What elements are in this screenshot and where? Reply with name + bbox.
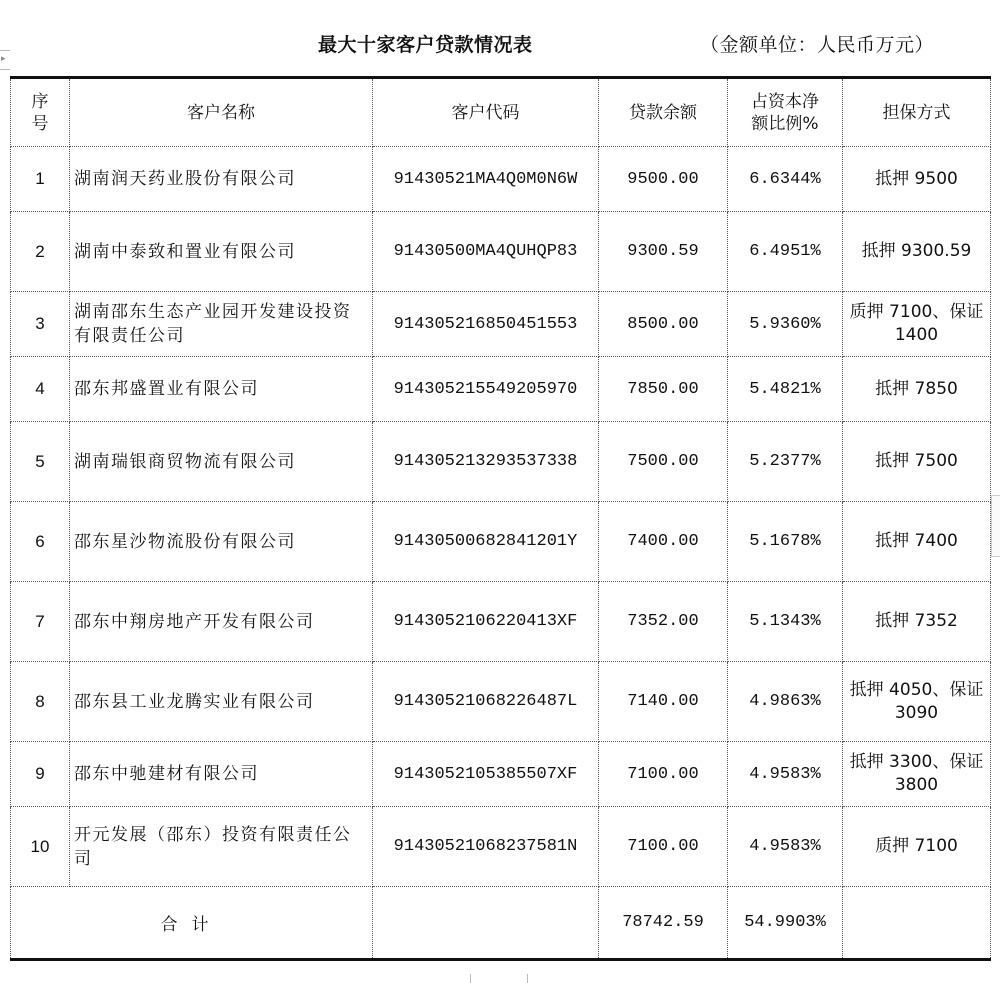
cell-no: 7	[11, 582, 70, 662]
table-row	[11, 662, 991, 742]
cell-name: 邵东邦盛置业有限公司	[70, 357, 373, 422]
header-code: 客户代码	[373, 78, 599, 147]
cell-no: 4	[11, 357, 70, 422]
page-title: 最大十家客户贷款情况表	[318, 34, 533, 56]
table-row	[11, 147, 991, 212]
header-balance: 贷款余额	[599, 78, 728, 147]
title-row	[0, 22, 1000, 62]
arrow-right-icon: ▸	[1, 54, 6, 64]
cell-ratio: 5.4821%	[728, 357, 843, 422]
cell-balance: 7500.00	[599, 422, 728, 502]
cell-balance: 9300.59	[599, 212, 728, 292]
cell-code: 9143052106220413XF	[373, 582, 599, 662]
cell-balance: 7352.00	[599, 582, 728, 662]
cell-guarantee: 抵押 7352	[843, 582, 991, 662]
cell-code: 91430521068226487L	[373, 662, 599, 742]
cell-name: 邵东星沙物流股份有限公司	[70, 502, 373, 582]
cell-guarantee: 质押 7100	[843, 807, 991, 887]
cell-ratio: 4.9583%	[728, 742, 843, 807]
cell-name: 开元发展（邵东）投资有限责任公司	[70, 807, 373, 887]
cell-ratio: 5.1678%	[728, 502, 843, 582]
header-no: 序号	[11, 78, 70, 147]
cell-guarantee: 质押 7100、保证 1400	[843, 292, 991, 357]
cell-ratio: 5.9360%	[728, 292, 843, 357]
table-row	[11, 357, 991, 422]
cell-guarantee: 抵押 7850	[843, 357, 991, 422]
total-ratio: 54.9903%	[728, 887, 843, 960]
cell-name: 邵东中翔房地产开发有限公司	[70, 582, 373, 662]
cell-ratio: 4.9583%	[728, 807, 843, 887]
cell-name: 湖南中泰致和置业有限公司	[70, 212, 373, 292]
total-balance: 78742.59	[599, 887, 728, 960]
cell-balance: 9500.00	[599, 147, 728, 212]
cell-code: 91430500682841201Y	[373, 502, 599, 582]
cell-balance: 7100.00	[599, 807, 728, 887]
table-row	[11, 742, 991, 807]
cell-name: 邵东县工业龙腾实业有限公司	[70, 662, 373, 742]
table-header-row	[11, 78, 991, 147]
cell-balance: 7140.00	[599, 662, 728, 742]
cell-name: 湖南润天药业股份有限公司	[70, 147, 373, 212]
total-guarantee-empty	[843, 887, 991, 960]
cell-code: 914305216850451553	[373, 292, 599, 357]
cell-guarantee: 抵押 9300.59	[843, 212, 991, 292]
cell-no: 9	[11, 742, 70, 807]
table-row	[11, 422, 991, 502]
cell-balance: 7100.00	[599, 742, 728, 807]
header-name: 客户名称	[70, 78, 373, 147]
cell-guarantee: 抵押 4050、保证 3090	[843, 662, 991, 742]
cell-balance: 7400.00	[599, 502, 728, 582]
cell-no: 10	[11, 807, 70, 887]
total-code-empty	[373, 887, 599, 960]
cell-name: 湖南瑞银商贸物流有限公司	[70, 422, 373, 502]
cell-no: 2	[11, 212, 70, 292]
cell-name: 邵东中驰建材有限公司	[70, 742, 373, 807]
cell-guarantee: 抵押 3300、保证 3800	[843, 742, 991, 807]
cell-balance: 8500.00	[599, 292, 728, 357]
cell-name: 湖南邵东生态产业园开发建设投资有限责任公司	[70, 292, 373, 357]
total-label: 合计	[11, 887, 373, 960]
cell-no: 6	[11, 502, 70, 582]
loan-table	[10, 76, 991, 961]
cell-no: 8	[11, 662, 70, 742]
table-row	[11, 502, 991, 582]
horizontal-scrollbar[interactable]	[470, 974, 528, 983]
header-guarantee: 担保方式	[843, 78, 991, 147]
cell-no: 1	[11, 147, 70, 212]
cell-no: 5	[11, 422, 70, 502]
cell-ratio: 5.2377%	[728, 422, 843, 502]
table-row	[11, 582, 991, 662]
header-ratio: 占资本净额比例%	[728, 78, 843, 147]
cell-code: 91430521MA4Q0M0N6W	[373, 147, 599, 212]
cell-guarantee: 抵押 7500	[843, 422, 991, 502]
vertical-scrollbar[interactable]	[991, 495, 1000, 557]
cell-ratio: 6.6344%	[728, 147, 843, 212]
cell-guarantee: 抵押 9500	[843, 147, 991, 212]
cell-no: 3	[11, 292, 70, 357]
cell-code: 914305215549205970	[373, 357, 599, 422]
cell-ratio: 6.4951%	[728, 212, 843, 292]
unit-note: （金额单位：人民币万元）	[700, 34, 935, 56]
cell-ratio: 4.9863%	[728, 662, 843, 742]
cell-guarantee: 抵押 7400	[843, 502, 991, 582]
table-row	[11, 807, 991, 887]
table-row	[11, 212, 991, 292]
cell-code: 914305213293537338	[373, 422, 599, 502]
total-row	[11, 887, 991, 960]
table-row	[11, 292, 991, 357]
cell-code: 91430500MA4QUHQP83	[373, 212, 599, 292]
cell-code: 9143052105385507XF	[373, 742, 599, 807]
cell-code: 91430521068237581N	[373, 807, 599, 887]
cell-balance: 7850.00	[599, 357, 728, 422]
cell-ratio: 5.1343%	[728, 582, 843, 662]
